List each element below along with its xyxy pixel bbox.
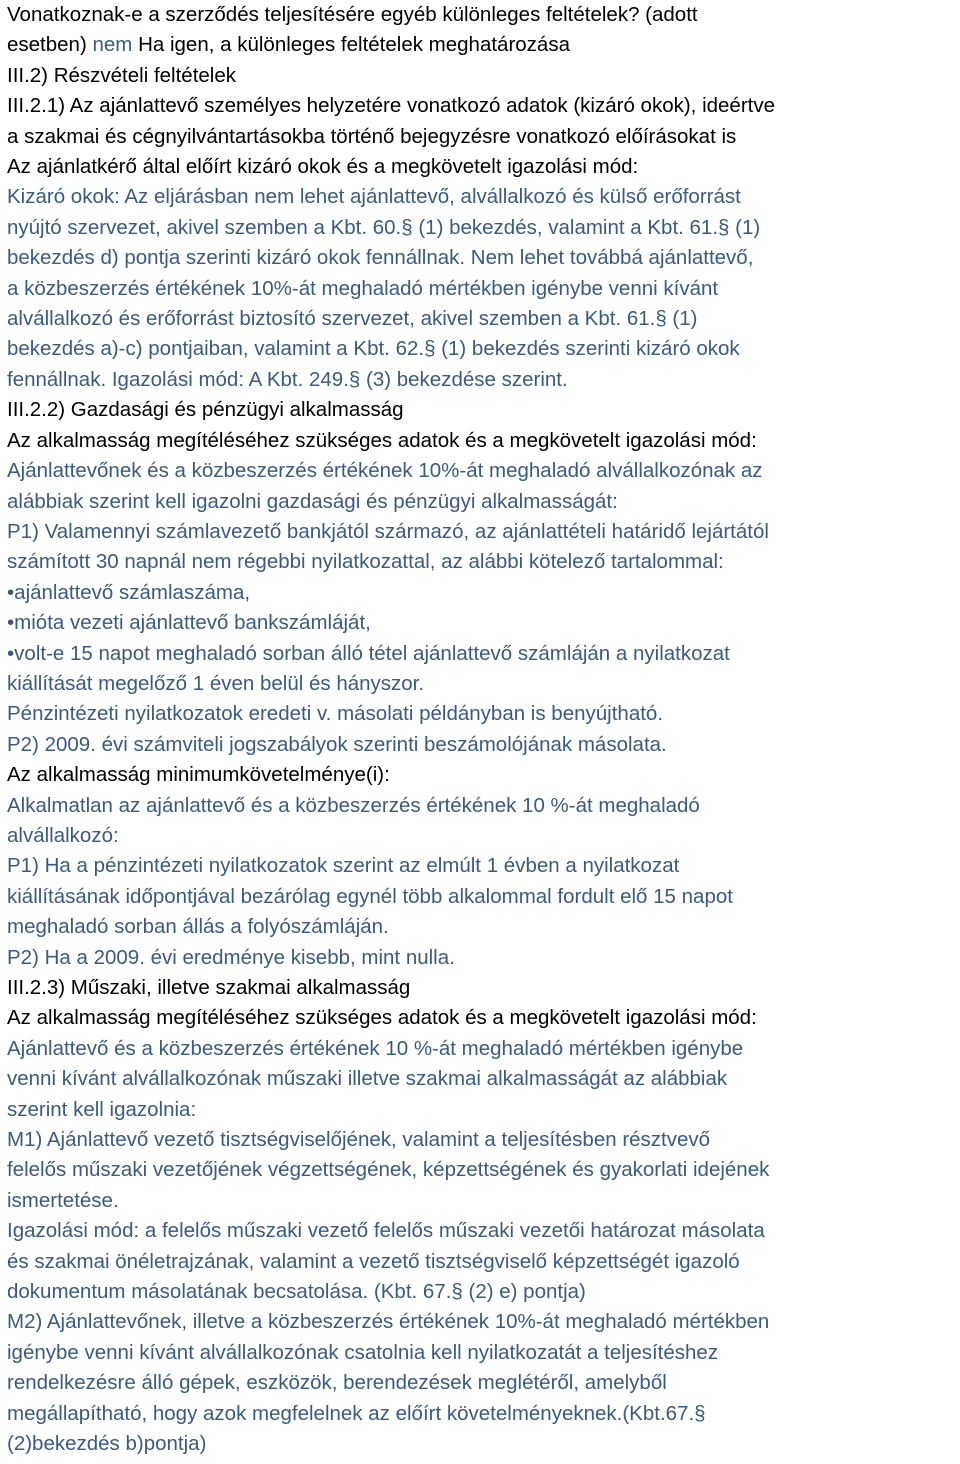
text-line: fennállnak. Igazolási mód: A Kbt. 249.§ (3) bekezdése szerint. (7, 367, 568, 391)
text-line: meghaladó sorban állás a folyószámláján. (7, 915, 389, 939)
text-line: •ajánlattevő számlaszáma, (7, 580, 251, 604)
text-line: a szakmai és cégnyilvántartásokba történő bejegyzésre vonatkozó előírásokat is (7, 124, 737, 148)
text-line: számított 30 napnál nem régebbi nyilatkozattal, az alábbi kötelező tartalommal: (7, 550, 724, 574)
text-line: III.2.1) Az ajánlattevő személyes helyzetére vonatkozó adatok (kizáró okok), ideértve (7, 94, 775, 118)
text-line: nyújtó szervezet, akivel szemben a Kbt. 60.§ (1) bekezdés, valamint a Kbt. 61.§ (1) (7, 215, 761, 239)
text-line: III.2) Részvételi feltételek (7, 63, 237, 87)
text-line: P2) Ha a 2009. évi eredménye kisebb, mint nulla. (7, 945, 455, 969)
text-line: rendelkezésre álló gépek, eszközök, berendezések meglétéről, amelyből (7, 1371, 667, 1395)
text-line: (2)bekezdés b)pontja) (7, 1432, 207, 1456)
text-line: Alkalmatlan az ajánlattevő és a közbeszerzés értékének 10 %-át meghaladó (7, 793, 700, 817)
text-line: kiállításának időpontjával bezárólag egynél több alkalommal fordult elő 15 napot (7, 884, 733, 908)
text-line: szerint kell igazolnia: (7, 1097, 197, 1121)
text-line: Pénzintézeti nyilatkozatok eredeti v. másolati példányban is benyújtható. (7, 702, 664, 726)
text-line: III.2.3) Műszaki, illetve szakmai alkalmasság (7, 976, 411, 999)
text-line: felelős műszaki vezetőjének végzettségének, képzettségének és gyakorlati idejének (7, 1158, 770, 1182)
text-line: Az alkalmasság megítéléséhez szükséges adatok és a megkövetelt igazolási mód: (7, 1006, 757, 1030)
text-line: M2) Ajánlattevőnek, illetve a közbeszerzés értékének 10%-át meghaladó mértékben (7, 1310, 770, 1334)
text-line: Vonatkoznak-e a szerződés teljesítésére egyéb különleges feltételek? (adott (7, 3, 698, 26)
text-span: nem (92, 33, 133, 57)
text-line: •mióta vezeti ajánlattevő bankszámláját, (7, 611, 371, 635)
text-span: esetben) (7, 33, 93, 57)
text-line: alvállalkozó: (7, 823, 119, 847)
text-line: a közbeszerzés értékének 10%-át meghaladó mértékben igénybe venni kívánt (7, 276, 719, 300)
text-line: Az ajánlatkérő által előírt kizáró okok és a megkövetelt igazolási mód: (7, 155, 639, 179)
text-line: III.2.2) Gazdasági és pénzügyi alkalmasság (7, 398, 404, 422)
text-line: bekezdés d) pontja szerinti kizáró okok fennállnak. Nem lehet továbbá ajánlattevő, (7, 246, 754, 270)
text-line (7, 30, 954, 60)
text-line: dokumentum másolatának becsatolása. (Kbt. 67.§ (2) e) pontja) (7, 1280, 586, 1304)
text-line: és szakmai önéletrajzának, valamint a vezető tisztségviselő képzettségét igazoló (7, 1249, 740, 1273)
text-line: Ajánlattevőnek és a közbeszerzés értékének 10%-át meghaladó alvállalkozónak az (7, 459, 763, 483)
text-line: M1) Ajánlattevő vezető tisztségviselőjének, valamint a teljesítésben résztvevő (7, 1128, 711, 1152)
text-line: alvállalkozó és erőforrást biztosító szervezet, akivel szemben a Kbt. 61.§ (1) (7, 307, 698, 331)
text-line: venni kívánt alvállalkozónak műszaki illetve szakmai alkalmasságát az alábbiak (7, 1067, 728, 1091)
text-line: Az alkalmasság megítéléséhez szükséges adatok és a megkövetelt igazolási mód: (7, 428, 757, 452)
text-line: P1) Ha a pénzintézeti nyilatkozatok szerint az elmúlt 1 évben a nyilatkozat (7, 854, 680, 878)
text-span: Ha igen, a különleges feltételek meghatározása (132, 33, 570, 57)
text-line: Ajánlattevő és a közbeszerzés értékének 10 %-át meghaladó mértékben igénybe (7, 1036, 744, 1060)
text-line: bekezdés a)-c) pontjaiban, valamint a Kbt. 62.§ (1) bekezdés szerinti kizáró okok (7, 337, 740, 361)
text-line: Igazolási mód: a felelős műszaki vezető felelős műszaki vezetői határozat másolata (7, 1219, 765, 1243)
text-line: Az alkalmasság minimumkövetelménye(i): (7, 763, 390, 787)
text-line: P1) Valamennyi számlavezető bankjától származó, az ajánlattételi határidő lejártától (7, 519, 769, 543)
text-line: alábbiak szerint kell igazolni gazdasági és pénzügyi alkalmasságát: (7, 489, 618, 513)
text-line: •volt-e 15 napot meghaladó sorban álló tétel ajánlattevő számláján a nyilatkozat (7, 641, 730, 665)
text-line: igénybe venni kívánt alvállalkozónak csatolnia kell nyilatkozatát a teljesítéshez (7, 1340, 719, 1364)
text-line: megállapítható, hogy azok megfelelnek az előírt követelményeknek.(Kbt.67.§ (7, 1401, 706, 1425)
text-line: Kizáró okok: Az eljárásban nem lehet ajánlattevő, alvállalkozó és külső erőforrást (7, 185, 741, 209)
text-line: ismertetése. (7, 1188, 119, 1212)
text-line: kiállítását megelőző 1 éven belül és hányszor. (7, 671, 425, 695)
text-line: P2) 2009. évi számviteli jogszabályok szerinti beszámolójának másolata. (7, 732, 667, 756)
